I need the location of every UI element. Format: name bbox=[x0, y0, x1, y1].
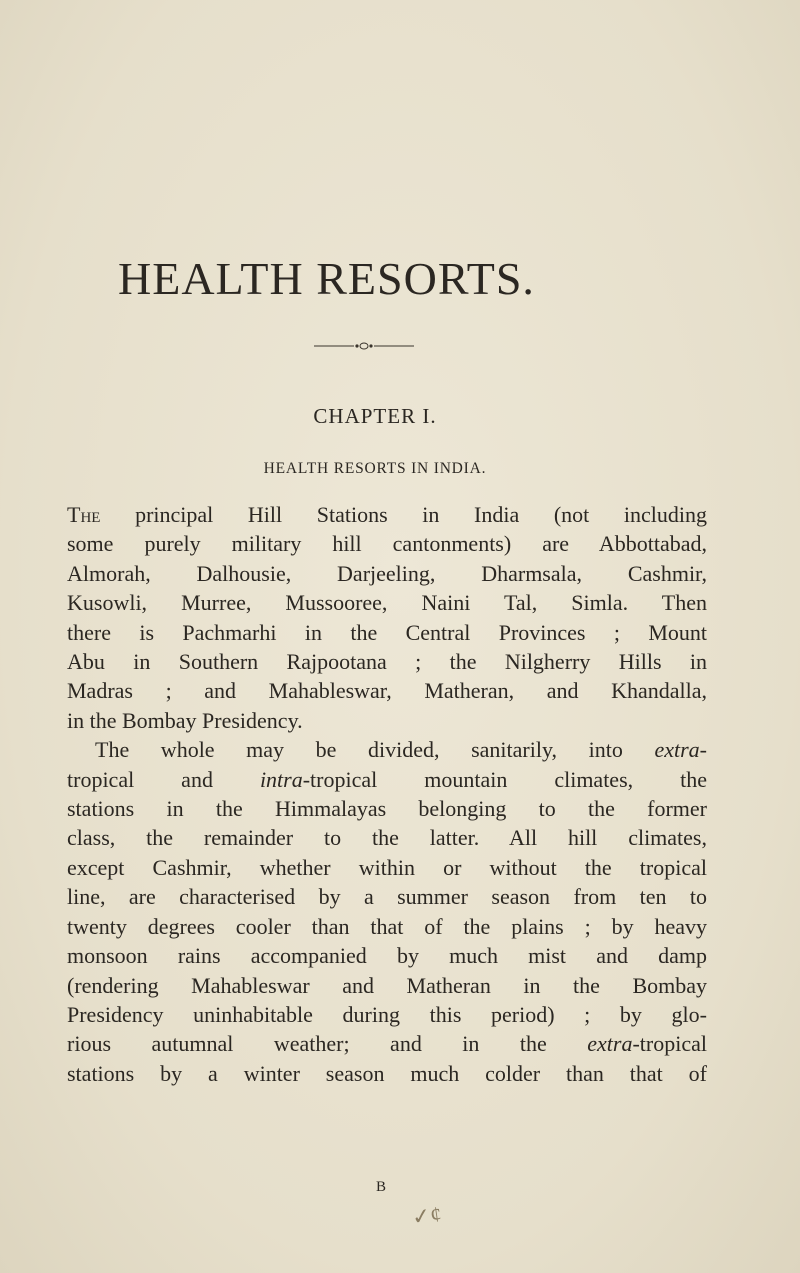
text-line: The principal Hill Stations in India (not including bbox=[67, 502, 708, 527]
text-line: Madras ; and Mahableswar, Matheran, and Khandalla, bbox=[67, 678, 707, 704]
divider-ornament bbox=[314, 341, 414, 351]
italic-term: extra bbox=[587, 1031, 633, 1057]
handwritten-mark: ✓¢ bbox=[410, 1201, 443, 1230]
text-line: some purely military hill cantonments) are Abbottabad, bbox=[67, 531, 707, 557]
text-line: in the Bombay Presidency. bbox=[67, 707, 303, 733]
signature-mark: B bbox=[375, 1179, 386, 1195]
chapter-heading: CHAPTER I. bbox=[313, 404, 437, 428]
text-line: monsoon rains accompanied by much mist and damp bbox=[67, 943, 707, 969]
text-line: stations in the Himmalayas belonging to the former bbox=[67, 796, 707, 822]
text-line: there is Pachmarhi in the Central Provinces ; Mount bbox=[67, 619, 707, 645]
running-title: HEALTH RESORTS. bbox=[118, 253, 535, 304]
text-line: Almorah, Dalhousie, Darjeeling, Dharmsala, Cashmir, bbox=[67, 560, 707, 586]
text-line: Kusowli, Murree, Mussooree, Naini Tal, Simla. Then bbox=[67, 590, 707, 616]
chapter-subtitle: HEALTH RESORTS IN INDIA. bbox=[263, 460, 487, 477]
italic-term: intra bbox=[259, 766, 303, 792]
first-word: The bbox=[67, 502, 101, 527]
text-line: (rendering Mahableswar and Matheran in the Bombay bbox=[67, 972, 707, 998]
text-line: tropical and intra-tropical mountain climates, the bbox=[67, 766, 707, 792]
italic-term: extra- bbox=[654, 737, 707, 763]
text-line: except Cashmir, whether within or without the tropical bbox=[67, 854, 707, 880]
text-line: stations by a winter season much colder than that of bbox=[67, 1060, 707, 1086]
text-line: Presidency uninhabitable during this period) ; by glo- bbox=[67, 1001, 707, 1027]
text-line: class, the remainder to the latter. All hill climates, bbox=[67, 825, 707, 851]
text-line: line, are characterised by a summer season from ten to bbox=[67, 884, 707, 910]
body-text bbox=[67, 500, 707, 1088]
text-line: twenty degrees cooler than that of the plains ; by heavy bbox=[67, 913, 707, 939]
text-line: The whole may be divided, sanitarily, into extra- bbox=[95, 737, 707, 763]
text-line: rious autumnal weather; and in the extra-tropical bbox=[67, 1031, 707, 1057]
text-line: Abu in Southern Rajpootana ; the Nilgherry Hills in bbox=[67, 649, 707, 675]
